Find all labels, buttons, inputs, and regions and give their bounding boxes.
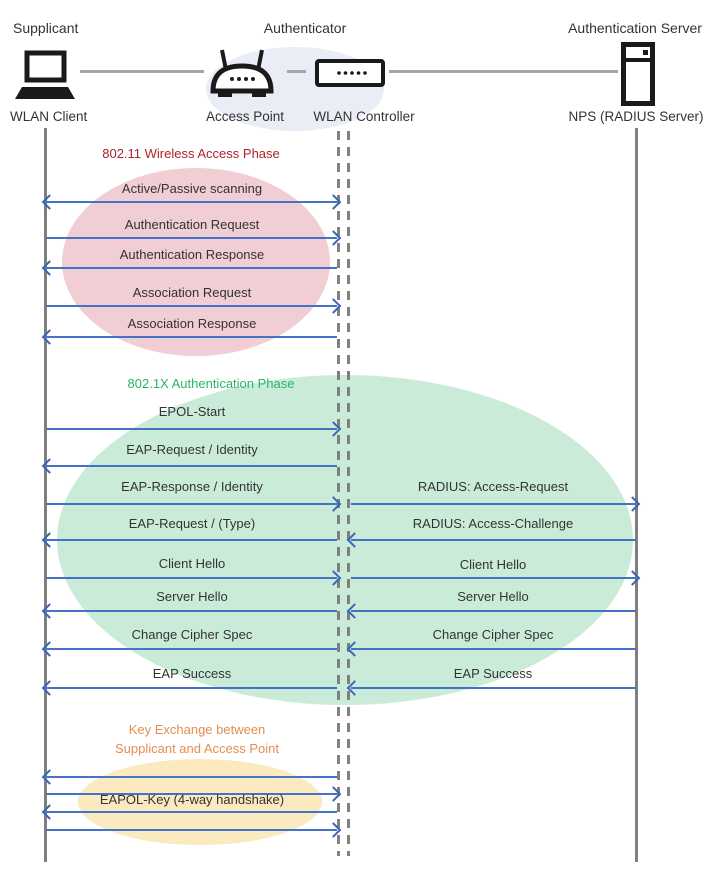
message-arrow	[351, 610, 636, 612]
connector-client-ap	[80, 70, 204, 73]
message-arrow	[351, 577, 636, 579]
message-label: EAP-Request / (Type)	[128, 516, 256, 531]
role-supplicant: Supplicant	[13, 20, 79, 36]
message-label: Active/Passive scanning	[121, 181, 263, 196]
phase1-title: 802.11 Wireless Access Phase	[102, 146, 280, 161]
wlan-controller-icon	[315, 59, 385, 87]
message-arrow	[46, 267, 337, 269]
connector-ap-controller	[287, 70, 306, 73]
role-authentication-server: Authentication Server	[568, 20, 702, 36]
message-arrow	[46, 503, 337, 505]
message-label: RADIUS: Access-Request	[417, 479, 569, 494]
message-arrow	[46, 610, 337, 612]
message-label: RADIUS: Access-Challenge	[412, 516, 574, 531]
message-label: Server Hello	[457, 589, 529, 604]
device-nps-radius-server: NPS (RADIUS Server)	[568, 109, 704, 124]
message-arrow	[46, 428, 337, 430]
message-arrow	[46, 776, 337, 778]
phase3-title-line1: Key Exchange between	[128, 722, 266, 737]
message-label: Change Cipher Spec	[131, 627, 253, 642]
message-label: EAP-Response / Identity	[121, 479, 263, 494]
message-arrow	[46, 539, 337, 541]
message-arrow	[46, 336, 337, 338]
message-label: EPOL-Start	[158, 404, 226, 419]
message-arrow	[351, 503, 636, 505]
message-label: Authentication Response	[119, 247, 265, 262]
message-arrow	[46, 811, 337, 813]
message-arrow	[351, 648, 636, 650]
message-label: EAP-Request / Identity	[126, 442, 258, 457]
message-label: EAP Success	[152, 666, 232, 681]
device-wlan-controller: WLAN Controller	[313, 109, 415, 124]
message-arrow	[46, 829, 337, 831]
message-arrow	[46, 305, 337, 307]
message-label: Change Cipher Spec	[432, 627, 554, 642]
message-arrow	[351, 539, 636, 541]
server-icon	[621, 42, 655, 106]
message-arrow	[46, 201, 337, 203]
message-label: Association Response	[127, 316, 257, 331]
message-arrow	[46, 465, 337, 467]
message-label: Client Hello	[158, 556, 226, 571]
message-label: Server Hello	[156, 589, 228, 604]
role-authenticator: Authenticator	[263, 20, 347, 36]
message-arrow	[46, 648, 337, 650]
message-label: EAPOL-Key (4-way handshake)	[99, 792, 285, 807]
message-arrow	[351, 687, 636, 689]
message-label: Authentication Request	[124, 217, 260, 232]
message-label: Association Request	[132, 285, 252, 300]
device-wlan-client: WLAN Client	[10, 109, 88, 124]
message-arrow	[46, 687, 337, 689]
lifeline-nps-server	[635, 128, 638, 862]
phase3-title-line2: Supplicant and Access Point	[114, 741, 280, 756]
phase2-title: 802.1X Authentication Phase	[127, 376, 295, 391]
message-label: Client Hello	[459, 557, 527, 572]
message-arrow	[46, 577, 337, 579]
access-point-icon	[206, 45, 278, 105]
device-access-point: Access Point	[205, 109, 285, 124]
message-label: EAP Success	[453, 666, 533, 681]
connector-controller-server	[389, 70, 618, 73]
message-arrow	[46, 237, 337, 239]
laptop-icon	[14, 50, 76, 104]
